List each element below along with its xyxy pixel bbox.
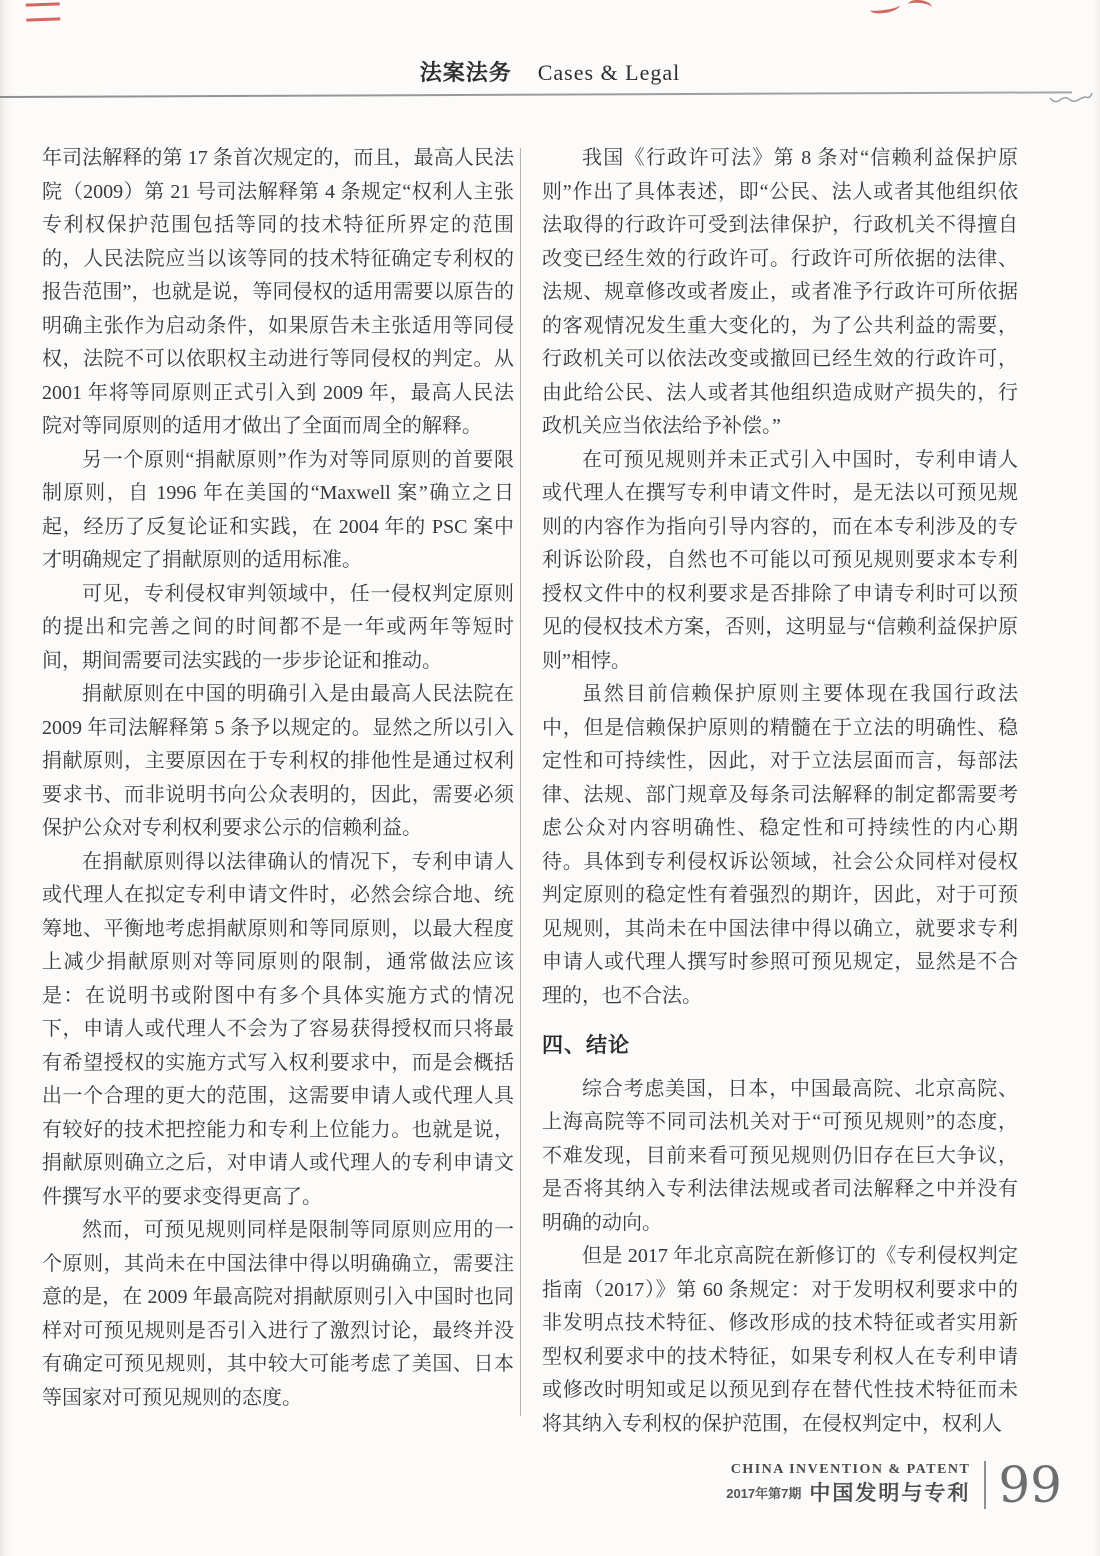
right-column (542, 142, 1018, 1441)
column-divider (520, 148, 521, 1416)
scan-red-mark-left (26, 2, 61, 21)
paragraph: 捐献原则在中国的明确引入是由最高人民法院在 2009 年司法解释第 5 条予以规定的。显然之所以引入捐献原则，主要原因在于专利权的排他性是通过权利要求书、而非说明书向公众表明的，因此，需要必须保护公众对专利权利要求公示的信赖利益。 (42, 683, 514, 839)
paragraph: 综合考虑美国，日本，中国最高院、北京高院、上海高院等不同司法机关对于“可预见规则”的态度，不难发现，目前来看可预见规则仍旧存在巨大争议，是否将其纳入专利法律法规或者司法解释之中并没有明确的动向。 (542, 1077, 1018, 1234)
paragraph: 但是 2017 年北京高院在新修订的《专利侵权判定指南（2017）》第 60 条规定：对于发明权利要求中的非发明点技术特征、修改形成的技术特征或者实用新型权利要求中的技术特征，如果专利权人在专利申请或修改时明知或足以预见到存在替代性技术特征而未将其纳入专利权的保护范围，在侵权判定中，权利人 (542, 1245, 1018, 1435)
left-column (42, 142, 514, 1415)
page-number: 99 (998, 1456, 1062, 1514)
paragraph: 可见，专利侵权审判领域中，任一侵权判定原则的提出和完善之间的时间都不是一年或两年等短时间，期间需要司法实践的一步步论证和推动。 (42, 582, 514, 672)
flourish-squiggle-icon (1048, 84, 1094, 112)
paragraph: 我国《行政许可法》第 8 条对“信赖利益保护原则”作出了具体表述，即“公民、法人或者其他组织依法取得的行政许可受到法律保护，行政机关不得擅自改变已经生效的行政许可。行政许可所依据的法律、法规、规章修改或者废止，或者准予行政许可所依据的客观情况发生重大变化的，为了公共利益的需要，行政机关可以依法改变或撤回已经生效的行政许可，由此给公民、法人或者其他组织造成财产损失的，行政机关应当依法给予补偿。” (542, 147, 1018, 437)
paragraph: 另一个原则“捐献原则”作为对等同原则的首要限制原则，自 1996 年在美国的“Maxwell 案”确立之日起，经历了反复论证和实践，在 2004 年的 PSC 案中才明确规定了捐献原则的适用标准。 (42, 448, 514, 571)
footer-divider (984, 1461, 986, 1509)
section-heading-conclusion: 四、结论 (542, 1034, 630, 1057)
paragraph: 在可预见规则并未正式引入中国时，专利申请人或代理人在撰写专利申请文件时，是无法以可预见规则的内容作为指向引导内容的，而在本专利涉及的专利诉讼阶段，自然也不可能以可预见规则要求本专利授权文件中的权利要求是否排除了申请专利时可以预见的侵权技术方案，否则，这明显与“信赖利益保护原则”相悖。 (542, 448, 1018, 672)
journal-name-en: CHINA INVENTION & PATENT (730, 1462, 971, 1478)
footer-journal-info (726, 1461, 970, 1508)
page-header (0, 56, 1100, 87)
paragraph: 年司法解释的第 17 条首次规定的，而且，最高人民法院（2009）第 21 号司法解释第 4 条规定“权利人主张专利权保护范围包括等同的技术特征所界定的范围的，人民法院应当以该等同的技术特征确定专利权的报告范围”，也就是说，等同侵权的适用需要以原告的明确主张作为启动条件，如果原告未主张适用等同侵权，法院不可以依职权主动进行等同侵权的判定。从 2001 年将等同原则正式引入到 2009 年，最高人民法院对等同原则的适用才做出了全面而周全的解释。 (42, 147, 514, 437)
issue-label: 2017年第7期 (726, 1486, 802, 1502)
header-rule (0, 91, 1072, 98)
paragraph: 虽然目前信赖保护原则主要体现在我国行政法中，但是信赖保护原则的精髓在于立法的明确性、稳定性和可持续性，因此，对于立法层面而言，每部法律、法规、部门规章及每条司法解释的制定都需要考虑公众对内容明确性、稳定性和可持续性的内心期待。具体到专利侵权诉讼领域，社会公众同样对侵权判定原则的稳定性有着强烈的期许，因此，对于可预见规则，其尚未在中国法律中得以确立，就要求专利申请人或代理人撰写时参照可预见规定，显然是不合理的，也不合法。 (542, 683, 1018, 1007)
section-title-cn: 法案法务 (419, 60, 512, 85)
section-title-en: Cases & Legal (537, 60, 681, 85)
page-footer (726, 1456, 1062, 1514)
scan-red-mark-right (870, 0, 932, 13)
journal-name-cn: 中国发明与专利 (809, 1482, 971, 1506)
paragraph: 在捐献原则得以法律确认的情况下，专利申请人或代理人在拟定专利申请文件时，必然会综合地、统筹地、平衡地考虑捐献原则和等同原则，以最大程度上减少捐献原则对等同原则的限制，通常做法应该是：在说明书或附图中有多个具体实施方式的情况下，申请人或代理人不会为了容易获得授权而只将最有希望授权的实施方式写入权利要求中，而是会概括出一个合理的更大的范围，这需要申请人或代理人具有较好的技术把控能力和专利上位能力。也就是说，捐献原则确立之后，对申请人或代理人的专利申请文件撰写水平的要求变得更高了。 (42, 850, 514, 1208)
footer-issue-line (726, 1480, 970, 1508)
paragraph: 然而，可预见规则同样是限制等同原则应用的一个原则，其尚未在中国法律中得以明确确立，需要注意的是，在 2009 年最高院对捐献原则引入中国时也同样对可预见规则是否引入进行了激烈讨论，最终并没有确定可预见规则，其中较大可能考虑了美国、日本等国家对可预见规则的态度。 (42, 1219, 514, 1409)
